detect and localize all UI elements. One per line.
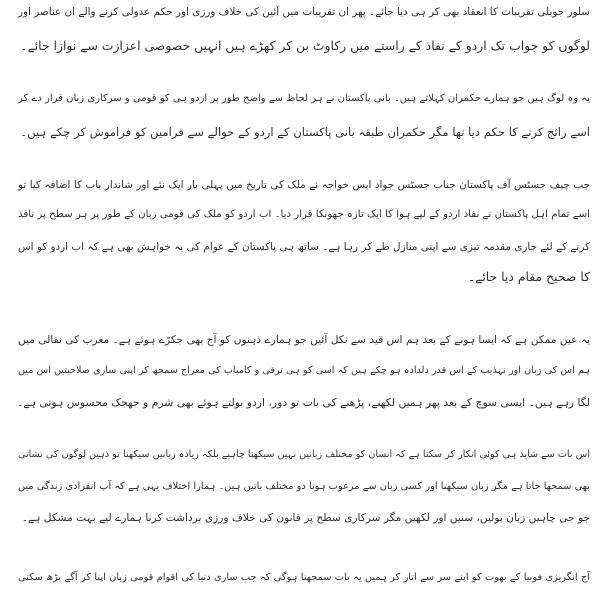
text-line: بھی سمجھا جاتا ہے مگر زبان سیکھنا اور کسی زبان سے مرعوب ہونا دو مختلف باتیں ہیں۔ ہمارا اختلاف یہی ہے کہ آپ انفرادی زندگی میں [18, 481, 590, 492]
text-line: سلور جوبلی تقریبات کا انعقاد بھی کر ہی دیا جائے۔ پھر ان تقریبات میں آئین کی خلاف ورزی اور حکم عدولی کرنے والے ان عناصر اور [17, 6, 590, 18]
text-line: یہ وہ لوگ ہیں جو ہمارے حکمران کہلاتے ہیں۔ بانی پاکستان نے ہر لحاظ سے واضح طور پر اردو ہی کو قومی و سرکاری زبان قرار دے کر [18, 93, 590, 104]
text-line: جو جی چاہیں زبان بولیں، سنیں اور لکھیں مگر سرکاری سطح پر قانون کی خلاف ورزی برداشت کرنا ہمارے لیے بہت مشکل ہے۔ [21, 512, 590, 524]
text-line: کرنے کے لئے جاری مقدمہ تیزی سے اپنی منازل طے کر رہا ہے۔ ساتھ ہی پاکستان کے عوام کی یہ خواہش بھی ہے کہ اب اردو کو اس [18, 241, 590, 253]
text-line: اس بات سے شاید ہی کوئی انکار کر سکتا ہے کہ انسان کو مختلف زبانیں نہیں سیکھنا چاہیے بلکہ زیادہ زبانیں سیکھنا تو ذہین لوگوں کی نشانی [18, 449, 591, 460]
text-line: اسے رائج کرنے کا حکم دیا تھا مگر حکمران طبقہ بانی پاکستان کے اردو کے حوالے سے فرامین کو فراموش کر چکے ہیں۔ [20, 125, 590, 139]
text-line: آج انگریزی فوبیا کے بھوت کو اپنے سر سے اتار کر ہمیں یہ بات سمجھنا ہوگی کہ جب ساری دنیا کی اقوام قومی زبان اپنا کر آگے بڑھ سکتی [18, 572, 590, 583]
text-line: ہم اس کی زبان اور تہذیب کے اس قدر دلدادہ ہو چکے ہیں کہ اسی کو ہی ترقی و کامیاب کی معراج سمجھ کر اپنی ساری صلاحیتیں اس میں [18, 365, 590, 376]
text-line: لوگوں کو جواب تک اردو کے نفاذ کے راستے میں رکاوٹ بن کر کھڑے ہیں انہیں خصوصی اعزازت سے نوازا جائے۔ [20, 38, 590, 53]
text-line: کا صحیح مقام دیا جائے۔ [467, 269, 590, 284]
text-line: اسے تمام اہل پاکستان نے نفاذ اردو کے لیے ہوا کا ایک تازہ جھونکا قرار دیا۔ اب اردو کو ملک کی قومی زبان کے طور پر ہر سطح پر نافذ [18, 209, 590, 220]
text-line: یہ عین ممکن ہے کہ ایسا ہونے کے بعد ہم اس قید سے نکل آئیں جو ہمارے ذہنوں کو آج بھی جکڑے ہوئے ہے۔ مغرب کی نقالی میں [18, 334, 590, 346]
text-line: جب چیف جسٹس آف پاکستان جناب جسٹس جواد ایس خواجہ نے ملک کی تاریخ میں پہلی بار ایک نئے اور شاندار باب کا اضافہ کیا تو [18, 179, 590, 191]
text-line: لگا رہے ہیں۔ ایسی سوچ کے بعد پھر ہمیں لکھنے، پڑھنے کی بات تو دور، اردو بولتے ہوئے بھی شرم و جھجک محسوس ہوتی ہے۔ [16, 396, 590, 409]
